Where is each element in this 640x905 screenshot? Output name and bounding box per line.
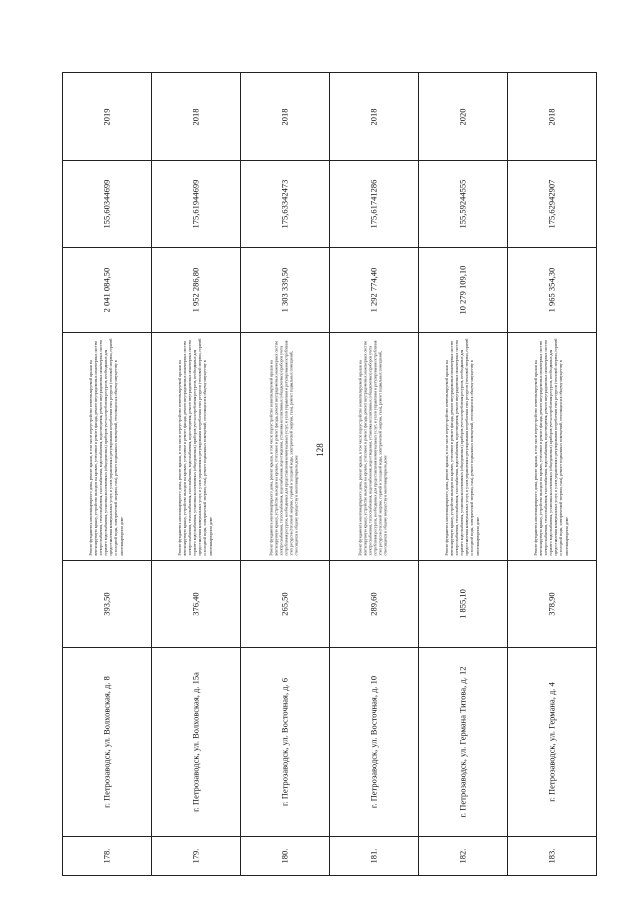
year-text: 2018 — [368, 108, 379, 125]
row-number-text: 180. — [279, 848, 290, 864]
row-number-cell — [330, 837, 419, 876]
unit-cost-cell — [241, 161, 330, 248]
year-cell — [241, 73, 330, 161]
table-row-description — [63, 333, 597, 561]
address-text: г. Петрозаводск, ул. Восточная, д. 10 — [368, 675, 379, 809]
area-cell — [508, 561, 597, 648]
row-number-cell — [508, 837, 597, 876]
address-cell — [330, 648, 419, 837]
table-row-area — [63, 561, 597, 648]
address-text: г. Петрозаводск, ул. Восточная, д. 6 — [279, 677, 290, 807]
work-description-text: Ремонт фундамента многоквартирного дома, ремонт крыши, в том числе переустройство невентилируемой крыши на вентилируемую крышу, устройство выходов на кровлю, утепление и ремонт фасада, ремонт внутридомовых инженерных систем электроснабжения, теплоснабжения, газоснабжения, водоснабжения, водоотведения, ремонт внутридомовых инженерных систем горячего водоснабжения, установка коллективных (общедомовых) приборов учета потребления ресурсов, необходимых для предоставления коммунальных услуг, и узлов управления и регулирования потребления этих ресурсов (тепловой энергии, горячей и холодной воды, электрической энергии, газа), ремонт подвальных помещений, относящихся к общему имуществу в многоквартирном доме — [89, 338, 124, 555]
cost-text: 10 279 109,10 — [457, 265, 468, 315]
unit-cost-text: 175,61741286 — [368, 179, 379, 229]
page-number: 128 — [315, 443, 325, 457]
cost-cell — [63, 248, 152, 333]
year-text: 2020 — [457, 108, 468, 125]
year-cell — [330, 73, 419, 161]
year-text: 2018 — [190, 108, 201, 125]
unit-cost-cell — [419, 161, 508, 248]
year-cell — [63, 73, 152, 161]
cost-cell — [330, 248, 419, 333]
cost-cell — [241, 248, 330, 333]
area-text: 378,90 — [546, 592, 557, 616]
work-description-text: Ремонт фундамента многоквартирного дома, ремонт крыши, в том числе переустройство невентилируемой крыши на вентилируемую крышу, устройство выходов на кровлю, утепление и ремонт фасада, ремонт внутридомовых инженерных систем электроснабжения, теплоснабжения, водоснабжения, водоотведения, установка коллективных (общедомовых) приборов учета потребления ресурсов, необходимых для предоставления коммунальных услуг, и узлов управления и регулирования потребления этих ресурсов (тепловой энергии, горячей и холодной воды, электрической энергии, газа), ремонт подвальных помещений, относящихся к общему имуществу в многоквартирном доме — [358, 340, 389, 555]
address-text: г. Петрозаводск, ул. Германа, д. 4 — [546, 682, 557, 802]
table-row-cost — [63, 248, 597, 333]
unit-cost-text: 175,62942907 — [546, 179, 557, 229]
work-description-cell — [63, 333, 152, 561]
address-cell — [63, 648, 152, 837]
cost-text: 2 041 084,50 — [101, 267, 112, 313]
unit-cost-text: 155,59244555 — [457, 179, 468, 229]
row-number-text: 181. — [368, 848, 379, 864]
row-number-cell — [241, 837, 330, 876]
row-number-text: 182. — [457, 848, 468, 864]
work-description-text: Ремонт фундамента многоквартирного дома, ремонт крыши, в том числе переустройство невентилируемой крыши на вентилируемую крышу, устройство выходов на кровлю, утепление и ремонт фасада, ремонт внутридомовых инженерных систем электроснабжения, теплоснабжения, водоснабжения, водоотведения, установка коллективных (общедомовых) приборов учета потребления ресурсов, необходимых для предоставления коммунальных услуг, и узлов управления и регулирования потребления этих ресурсов (тепловой энергии, горячей и холодной воды, электрической энергии, газа), ремонт подвальных помещений, относящихся к общему имуществу в многоквартирном доме — [269, 340, 300, 555]
cost-text: 1 965 354,30 — [546, 267, 557, 313]
unit-cost-cell — [508, 161, 597, 248]
year-text: 2018 — [546, 108, 557, 125]
capital-repair-table — [62, 72, 597, 876]
year-text: 2019 — [101, 108, 112, 125]
cost-text: 1 292 774,40 — [368, 267, 379, 313]
row-number-cell — [419, 837, 508, 876]
area-cell — [63, 561, 152, 648]
unit-cost-text: 175,63342473 — [279, 179, 290, 229]
address-text: г. Петрозаводск, ул. Германа Титова, д. 12 — [457, 666, 468, 818]
cost-text: 1 952 286,80 — [190, 267, 201, 313]
work-description-text: Ремонт фундамента многоквартирного дома, ремонт крыши, в том числе переустройство невентилируемой крыши на вентилируемую крышу, устройство выходов на кровлю, утепление и ремонт фасада, ремонт внутридомовых инженерных систем электроснабжения, теплоснабжения, газоснабжения, водоснабжения, водоотведения, ремонт внутридомовых инженерных систем горячего водоснабжения, установка коллективных (общедомовых) приборов учета потребления ресурсов, необходимых для предоставления коммунальных услуг, и узлов управления и регулирования потребления этих ресурсов (тепловой энергии, горячей и холодной воды, электрической энергии, газа), ремонт подвальных помещений, относящихся к общему имуществу в многоквартирном доме — [534, 338, 569, 555]
year-cell — [419, 73, 508, 161]
unit-cost-cell — [63, 161, 152, 248]
row-number-cell — [152, 837, 241, 876]
address-cell — [508, 648, 597, 837]
area-text: 265,50 — [279, 592, 290, 616]
area-cell — [419, 561, 508, 648]
cost-cell — [152, 248, 241, 333]
row-number-text: 179. — [190, 848, 201, 864]
table-row-no — [63, 837, 597, 876]
address-cell — [241, 648, 330, 837]
unit-cost-cell — [330, 161, 419, 248]
area-cell — [152, 561, 241, 648]
year-text: 2018 — [279, 108, 290, 125]
work-description-cell — [508, 333, 597, 561]
address-cell — [152, 648, 241, 837]
area-cell — [241, 561, 330, 648]
work-description-text: Ремонт фундамента многоквартирного дома, ремонт крыши, в том числе переустройство невентилируемой крыши на вентилируемую крышу, устройство выходов на кровлю, утепление и ремонт фасада, ремонт внутридомовых инженерных систем электроснабжения, теплоснабжения, газоснабжения, водоснабжения, водоотведения, ремонт внутридомовых инженерных систем горячего водоснабжения, установка коллективных (общедомовых) приборов учета потребления ресурсов, необходимых для предоставления коммунальных услуг, и узлов управления и регулирования потребления этих ресурсов (тепловой энергии, горячей и холодной воды, электрической энергии, газа), ремонт подвальных помещений, относящихся к общему имуществу в многоквартирном доме — [178, 338, 213, 555]
cost-cell — [508, 248, 597, 333]
work-description-cell — [152, 333, 241, 561]
area-text: 376,40 — [190, 592, 201, 616]
address-text: г. Петрозаводск, ул. Волховская, д. 15а — [190, 672, 201, 812]
year-cell — [152, 73, 241, 161]
unit-cost-cell — [152, 161, 241, 248]
address-text: г. Петрозаводск, ул. Волховская, д. 8 — [101, 676, 112, 808]
table-row-year — [63, 73, 597, 161]
area-text: 1 855,10 — [457, 589, 468, 619]
work-description-cell — [330, 333, 419, 561]
area-text: 289,60 — [368, 592, 379, 616]
row-number-cell — [63, 837, 152, 876]
address-cell — [419, 648, 508, 837]
row-number-text: 183. — [546, 848, 557, 864]
unit-cost-text: 175,61944699 — [190, 179, 201, 229]
cost-cell — [419, 248, 508, 333]
work-description-cell — [419, 333, 508, 561]
work-description-text: Ремонт фундамента многоквартирного дома, ремонт крыши, в том числе переустройство невентилируемой крыши на вентилируемую крышу, устройство выходов на кровлю, утепление и ремонт фасада, ремонт внутридомовых инженерных систем электроснабжения, теплоснабжения, газоснабжения, водоснабжения, водоотведения, ремонт внутридомовых инженерных систем горячего водоснабжения, установка коллективных (общедомовых) приборов учета потребления ресурсов, необходимых для предоставления коммунальных услуг, и узлов управления и регулирования потребления этих ресурсов (тепловой энергии, горячей и холодной воды, электрической энергии, газа), ремонт подвальных помещений, относящихся к общему имуществу в многоквартирном доме — [445, 338, 480, 555]
table-row-unit_cost — [63, 161, 597, 248]
table-row-address — [63, 648, 597, 837]
area-cell — [330, 561, 419, 648]
area-text: 393,50 — [101, 592, 112, 616]
row-number-text: 178. — [101, 848, 112, 864]
work-description-cell — [241, 333, 330, 561]
unit-cost-text: 155,60344699 — [101, 179, 112, 229]
year-cell — [508, 73, 597, 161]
cost-text: 1 303 339,50 — [279, 267, 290, 313]
